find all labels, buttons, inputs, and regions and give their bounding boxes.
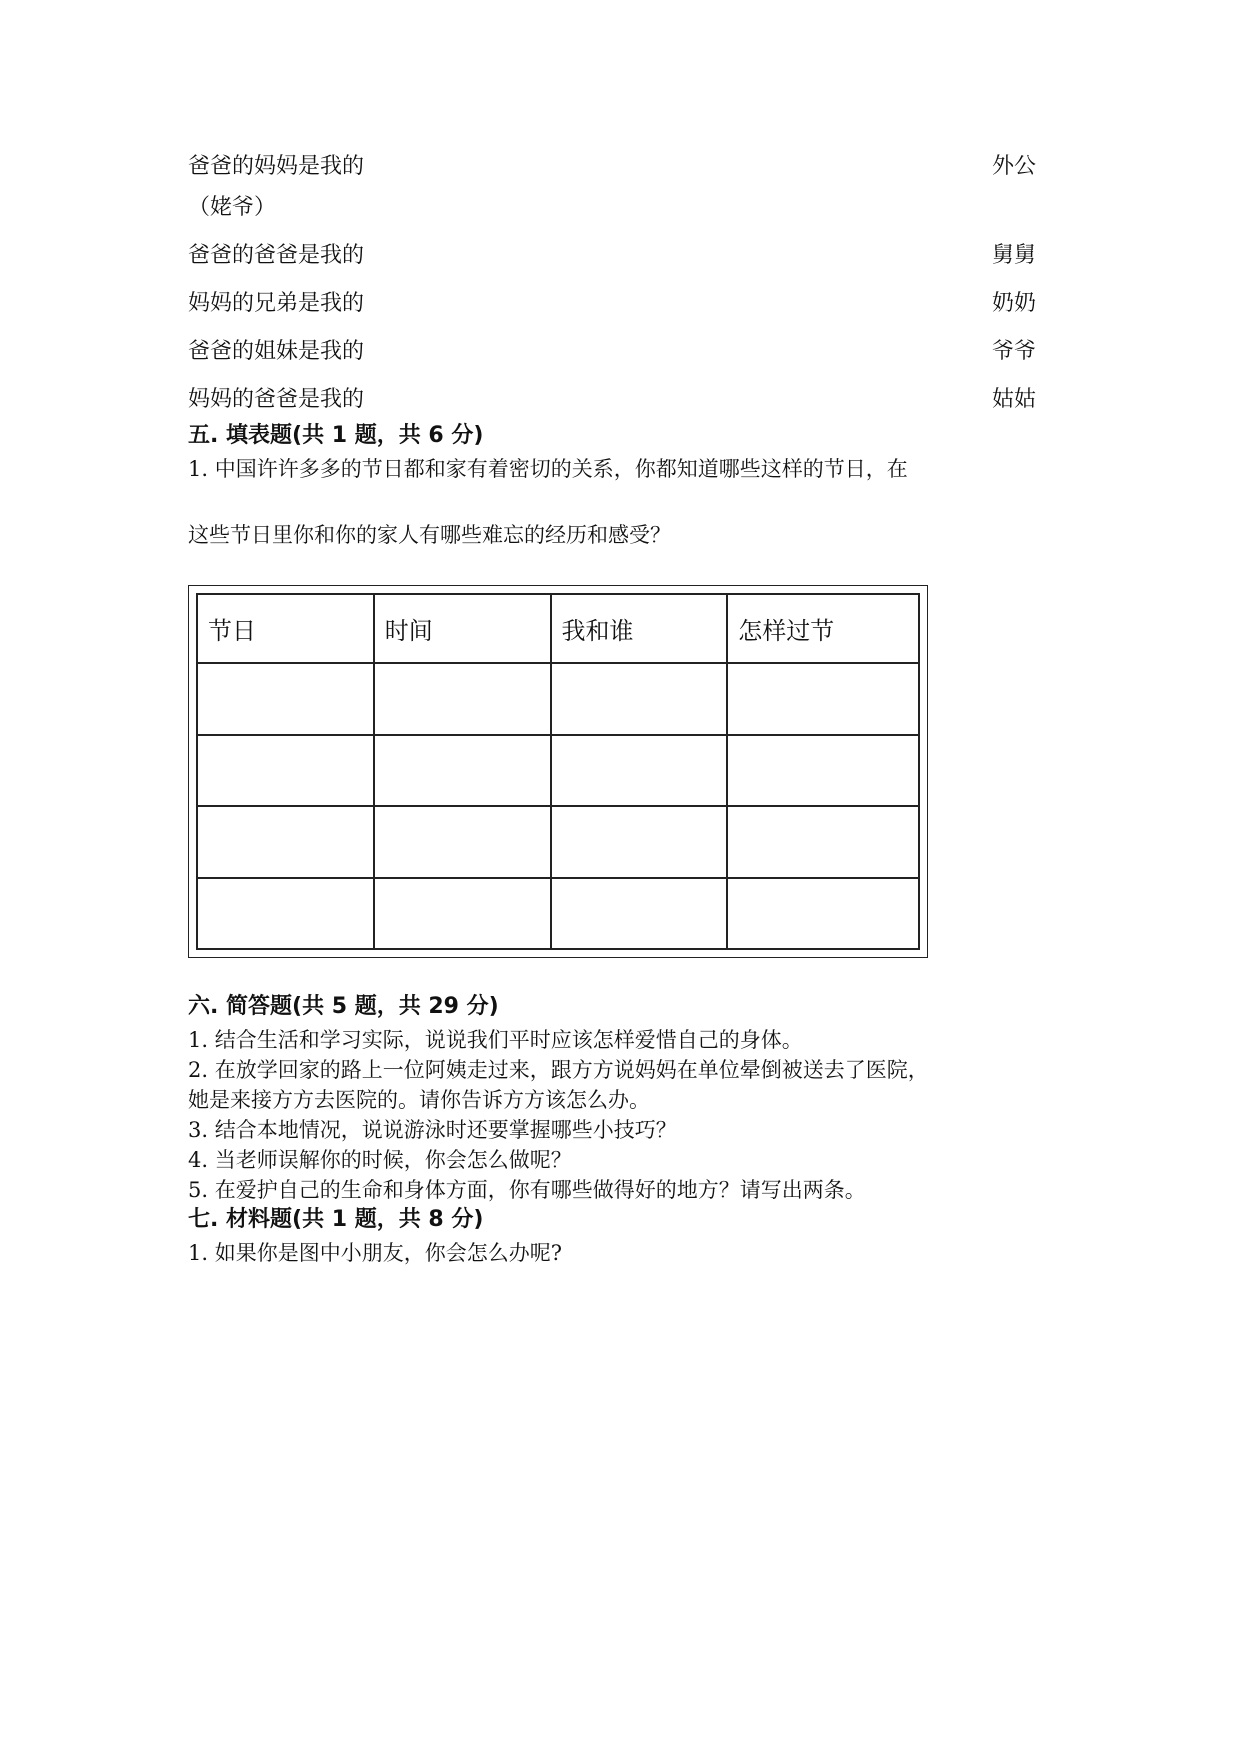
table-cell[interactable] xyxy=(374,663,551,734)
section6-q1: 1. 结合生活和学习实际，说说我们平时应该怎样爱惜自己的身体。 xyxy=(188,1028,803,1052)
table-cell[interactable] xyxy=(197,663,374,734)
header-how-celebrate: 怎样过节 xyxy=(727,594,919,663)
match-left-2: （姥爷） xyxy=(188,195,277,220)
table-row xyxy=(197,735,919,806)
section6-q4: 4. 当老师误解你的时候，你会怎么做呢？ xyxy=(188,1148,572,1172)
match-left-1: 爸爸的妈妈是我的 xyxy=(188,154,365,179)
table-cell[interactable] xyxy=(197,878,374,949)
header-festival: 节日 xyxy=(197,594,374,663)
section5-q1-line2: 这些节日里你和你的家人有哪些难忘的经历和感受？ xyxy=(188,523,671,547)
match-right-4: 爷爷 xyxy=(992,339,1037,364)
table-cell[interactable] xyxy=(727,735,919,806)
header-time: 时间 xyxy=(374,594,551,663)
section6-q5: 5. 在爱护自己的生命和身体方面，你有哪些做得好的地方？请写出两条。 xyxy=(188,1178,866,1202)
table-row xyxy=(197,878,919,949)
table-cell[interactable] xyxy=(374,806,551,877)
table-cell[interactable] xyxy=(197,735,374,806)
table-cell[interactable] xyxy=(727,878,919,949)
section6-q3: 3. 结合本地情况，说说游泳时还要掌握哪些小技巧？ xyxy=(188,1118,677,1142)
section6-q2-line1: 2. 在放学回家的路上一位阿姨走过来，跟方方说妈妈在单位晕倒被送去了医院， xyxy=(188,1058,929,1082)
table-cell[interactable] xyxy=(197,806,374,877)
section5-heading: 五. 填表题(共 1 题，共 6 分) xyxy=(188,423,484,448)
match-right-5: 姑姑 xyxy=(992,387,1037,412)
match-right-1: 外公 xyxy=(992,154,1037,179)
table-header-row xyxy=(197,594,919,663)
match-right-3: 奶奶 xyxy=(992,291,1037,316)
table-cell[interactable] xyxy=(551,878,728,949)
table-cell[interactable] xyxy=(727,806,919,877)
table-cell[interactable] xyxy=(374,735,551,806)
festival-table-frame xyxy=(188,585,928,958)
section5-q1-line1: 1. 中国许许多多的节日都和家有着密切的关系，你都知道哪些这样的节日，在 xyxy=(188,457,908,481)
match-left-5: 爸爸的姐妹是我的 xyxy=(188,339,365,364)
table-cell[interactable] xyxy=(551,735,728,806)
match-left-6: 妈妈的爸爸是我的 xyxy=(188,387,365,412)
match-left-3: 爸爸的爸爸是我的 xyxy=(188,243,365,268)
table-cell[interactable] xyxy=(374,878,551,949)
header-with-whom: 我和谁 xyxy=(551,594,728,663)
section6-heading: 六. 简答题(共 5 题，共 29 分) xyxy=(188,994,499,1019)
table-row xyxy=(197,663,919,734)
festival-table xyxy=(196,593,920,950)
section7-heading: 七. 材料题(共 1 题，共 8 分) xyxy=(188,1207,484,1232)
table-cell[interactable] xyxy=(551,806,728,877)
table-row xyxy=(197,806,919,877)
match-right-2: 舅舅 xyxy=(992,243,1037,268)
section6-q2-line2: 她是来接方方去医院的。请你告诉方方该怎么办。 xyxy=(188,1088,650,1112)
section7-q1: 1. 如果你是图中小朋友，你会怎么办呢? xyxy=(188,1241,562,1265)
table-cell[interactable] xyxy=(727,663,919,734)
table-cell[interactable] xyxy=(551,663,728,734)
match-left-4: 妈妈的兄弟是我的 xyxy=(188,291,365,316)
